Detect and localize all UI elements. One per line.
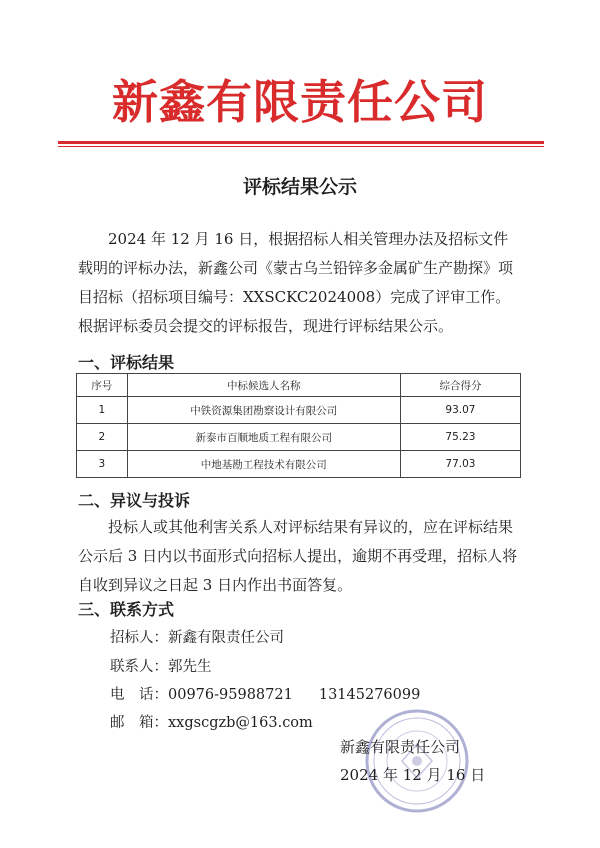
signature-date: 2024 年 12 月 16 日 xyxy=(340,766,486,784)
cell-score: 77.03 xyxy=(400,451,520,478)
contact-line xyxy=(110,655,212,676)
intro-paragraph: 2024 年 12 月 16 日，根据招标人相关管理办法及招标文件载明的评标办法，新鑫公司《蒙古乌兰铅锌多金属矿生产勘探》项目招标（招标项目编号：XXSCKC2024008）完成了评审工作。根据评标委员会提交的评标报告，现进行评标结果公示。 xyxy=(78,230,514,335)
phone-primary: 00976-95988721 xyxy=(168,687,293,703)
email-line xyxy=(110,711,313,732)
results-table xyxy=(76,373,521,478)
table-row xyxy=(77,424,521,451)
tenderer-line xyxy=(110,626,284,647)
cell-no: 1 xyxy=(77,397,128,424)
objection-paragraph: 投标人或其他利害关系人对评标结果有异议的，应在评标结果公示后 3 日内以书面形式向招标人提出，逾期不再受理，招标人将自收到异议之日起 3 日内作出书面答复。 xyxy=(78,518,518,594)
document-title: 评标结果公示 xyxy=(242,176,357,198)
phone-secondary: 13145276099 xyxy=(318,687,421,703)
cell-no: 3 xyxy=(77,451,128,478)
letterhead-company-name: 新鑫有限责任公司 xyxy=(112,75,488,129)
contact-value: 郭先生 xyxy=(168,659,212,675)
contact-label: 联系人： xyxy=(110,659,168,675)
header-no: 序号 xyxy=(77,374,128,397)
cell-candidate: 新泰市百顺地质工程有限公司 xyxy=(127,424,400,451)
cell-no: 2 xyxy=(77,424,128,451)
signature-company: 新鑫有限责任公司 xyxy=(340,738,461,756)
table-row xyxy=(77,397,521,424)
table-header-row xyxy=(77,374,521,397)
letterhead-rule-thin xyxy=(58,146,544,147)
cell-score: 93.07 xyxy=(400,397,520,424)
cell-score: 75.23 xyxy=(400,424,520,451)
tenderer-value: 新鑫有限责任公司 xyxy=(168,630,284,646)
cell-candidate: 中铁资源集团勘察设计有限公司 xyxy=(127,397,400,424)
email-label: 邮 箱： xyxy=(110,715,168,731)
phone-label: 电 话： xyxy=(110,687,168,703)
tenderer-label: 招标人： xyxy=(110,630,168,646)
section-heading-objection: 二、异议与投诉 xyxy=(78,491,191,510)
table-row xyxy=(77,451,521,478)
header-candidate: 中标候选人名称 xyxy=(127,374,400,397)
section-heading-contact: 三、联系方式 xyxy=(78,600,175,619)
cell-candidate: 中地基勘工程技术有限公司 xyxy=(127,451,400,478)
section-heading-results: 一、评标结果 xyxy=(78,353,175,372)
phone-line xyxy=(110,683,420,704)
company-seal-icon xyxy=(362,706,472,816)
letterhead-rule-thick xyxy=(58,141,544,144)
header-score: 综合得分 xyxy=(400,374,520,397)
email-value[interactable]: xxgscgzb@163.com xyxy=(168,715,313,731)
